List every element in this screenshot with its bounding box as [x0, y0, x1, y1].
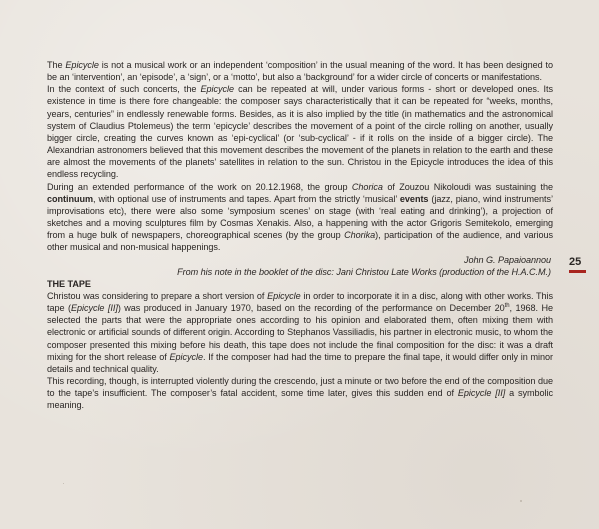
paper-speck: [63, 483, 64, 484]
italic-run: Chorika: [344, 230, 376, 241]
page-number-accent-bar: [569, 270, 586, 273]
bold-run: events: [399, 193, 429, 204]
italic-run: Epicycle: [65, 60, 99, 70]
italic-run: Epicycle [II]: [70, 303, 118, 314]
intro-paragraph-2: In the context of such concerts, the Epicycle can be repeated at will, under various forms - short or developed ones. Its existence in time is there fore changeable: the composer says characteristically that it can be repeated for “weeks, months, years, centuries” in endlessly renewable forms. Besides, as it is also implied by the title (in mathematics and the astronomical system of Claudius Ptolemeus) the term ‘epicycle’ describes the movement of a point of the circle rolling on another, usually bigger circle, creating the curves known as ‘epi-cyclical’ (or ‘sub-cyclical’ - if it rolls on the inside of a bigger circle). The Alexandrian astronomers believed that this movement describes the movement of the planets in relation to the earth and these are almost the movements of the planets’ satellites in relation to the sun. Christou in the Epicycle introduces the idea of this endless recycling.: [47, 84, 553, 180]
author-signature: John G. Papaioannou: [463, 254, 551, 265]
body-text: [47, 59, 553, 412]
tape-paragraph-1: Christou was considering to prepare a short version of Epicycle in order to incorporate it in a disc, along with other works. This tape (Epicycle [II]) was produced in January 1970, based on the recording of the performance on December 20th, 1968. He selected the parts that were the appropriate ones according to his opinion and elaborated them, often mixing them with electronic or artificial sounds of different origin. According to Stephanos Vassiliadis, his partner in electronic music, to whom the composer presented this mixing before his death, this tape does not include the final composition for the disc: it was a draft mixing for the short release of Epicycle. If the composer had had the time to prepare the final tape, it would differ only in minor details and technical quality.: [47, 290, 553, 374]
italic-run: Epicycle [II]: [457, 388, 506, 399]
italic-run: Epicycle: [169, 351, 203, 362]
source-note: From his note in the booklet of the disc: Jani Christou Late Works (production of the H.A.C.M.): [177, 266, 551, 277]
paper-speck: [520, 500, 522, 502]
italic-run: Epicycle: [200, 84, 234, 95]
bold-run: continuum: [47, 193, 94, 204]
intro-paragraph-1: The Epicycle is not a musical work or an independent ‘composition’ in the usual meaning of the word. It has been designed to be an ‘intervention’, an ‘episode’, a ‘sign’, or a ‘motto’, but also a ‘background’ for a wider circle of concerts or manifestations.: [47, 60, 553, 83]
intro-paragraph-3: During an extended performance of the work on 20.12.1968, the group Chorica of Zouzou Nikoloudi was sustaining the continuum, with optional use of instruments and tapes. Apart from the strictly ‘musical’ events (jazz, piano, wind instruments’ improvisations etc), there were also some ‘symposium scenes’ on stage (with ‘real eating and drinking’), a projection of sketches and a moving sculptures film by Cosmas Xenakis. Also, a happening with the actor Grigoris Semitekolo, emerging from a huge bulk of newspapers, choreographical scenes (by the group Chorika), participation of the audience, and various other musical and non-musical happenings.: [47, 181, 554, 253]
section-title: THE TAPE: [47, 278, 91, 289]
italic-run: Epicycle: [267, 290, 301, 301]
tape-paragraph-2: This recording, though, is interrupted violently during the crescendo, just a minute or two before the end of the composition due to the tape’s insufficient. The composer’s fatal accident, some time later, gives this sudden end of Epicycle [II] a symbolic meaning.: [47, 376, 553, 411]
superscript: th: [504, 303, 510, 310]
italic-run: Chorica: [351, 181, 383, 192]
page-number: 25: [569, 256, 582, 268]
